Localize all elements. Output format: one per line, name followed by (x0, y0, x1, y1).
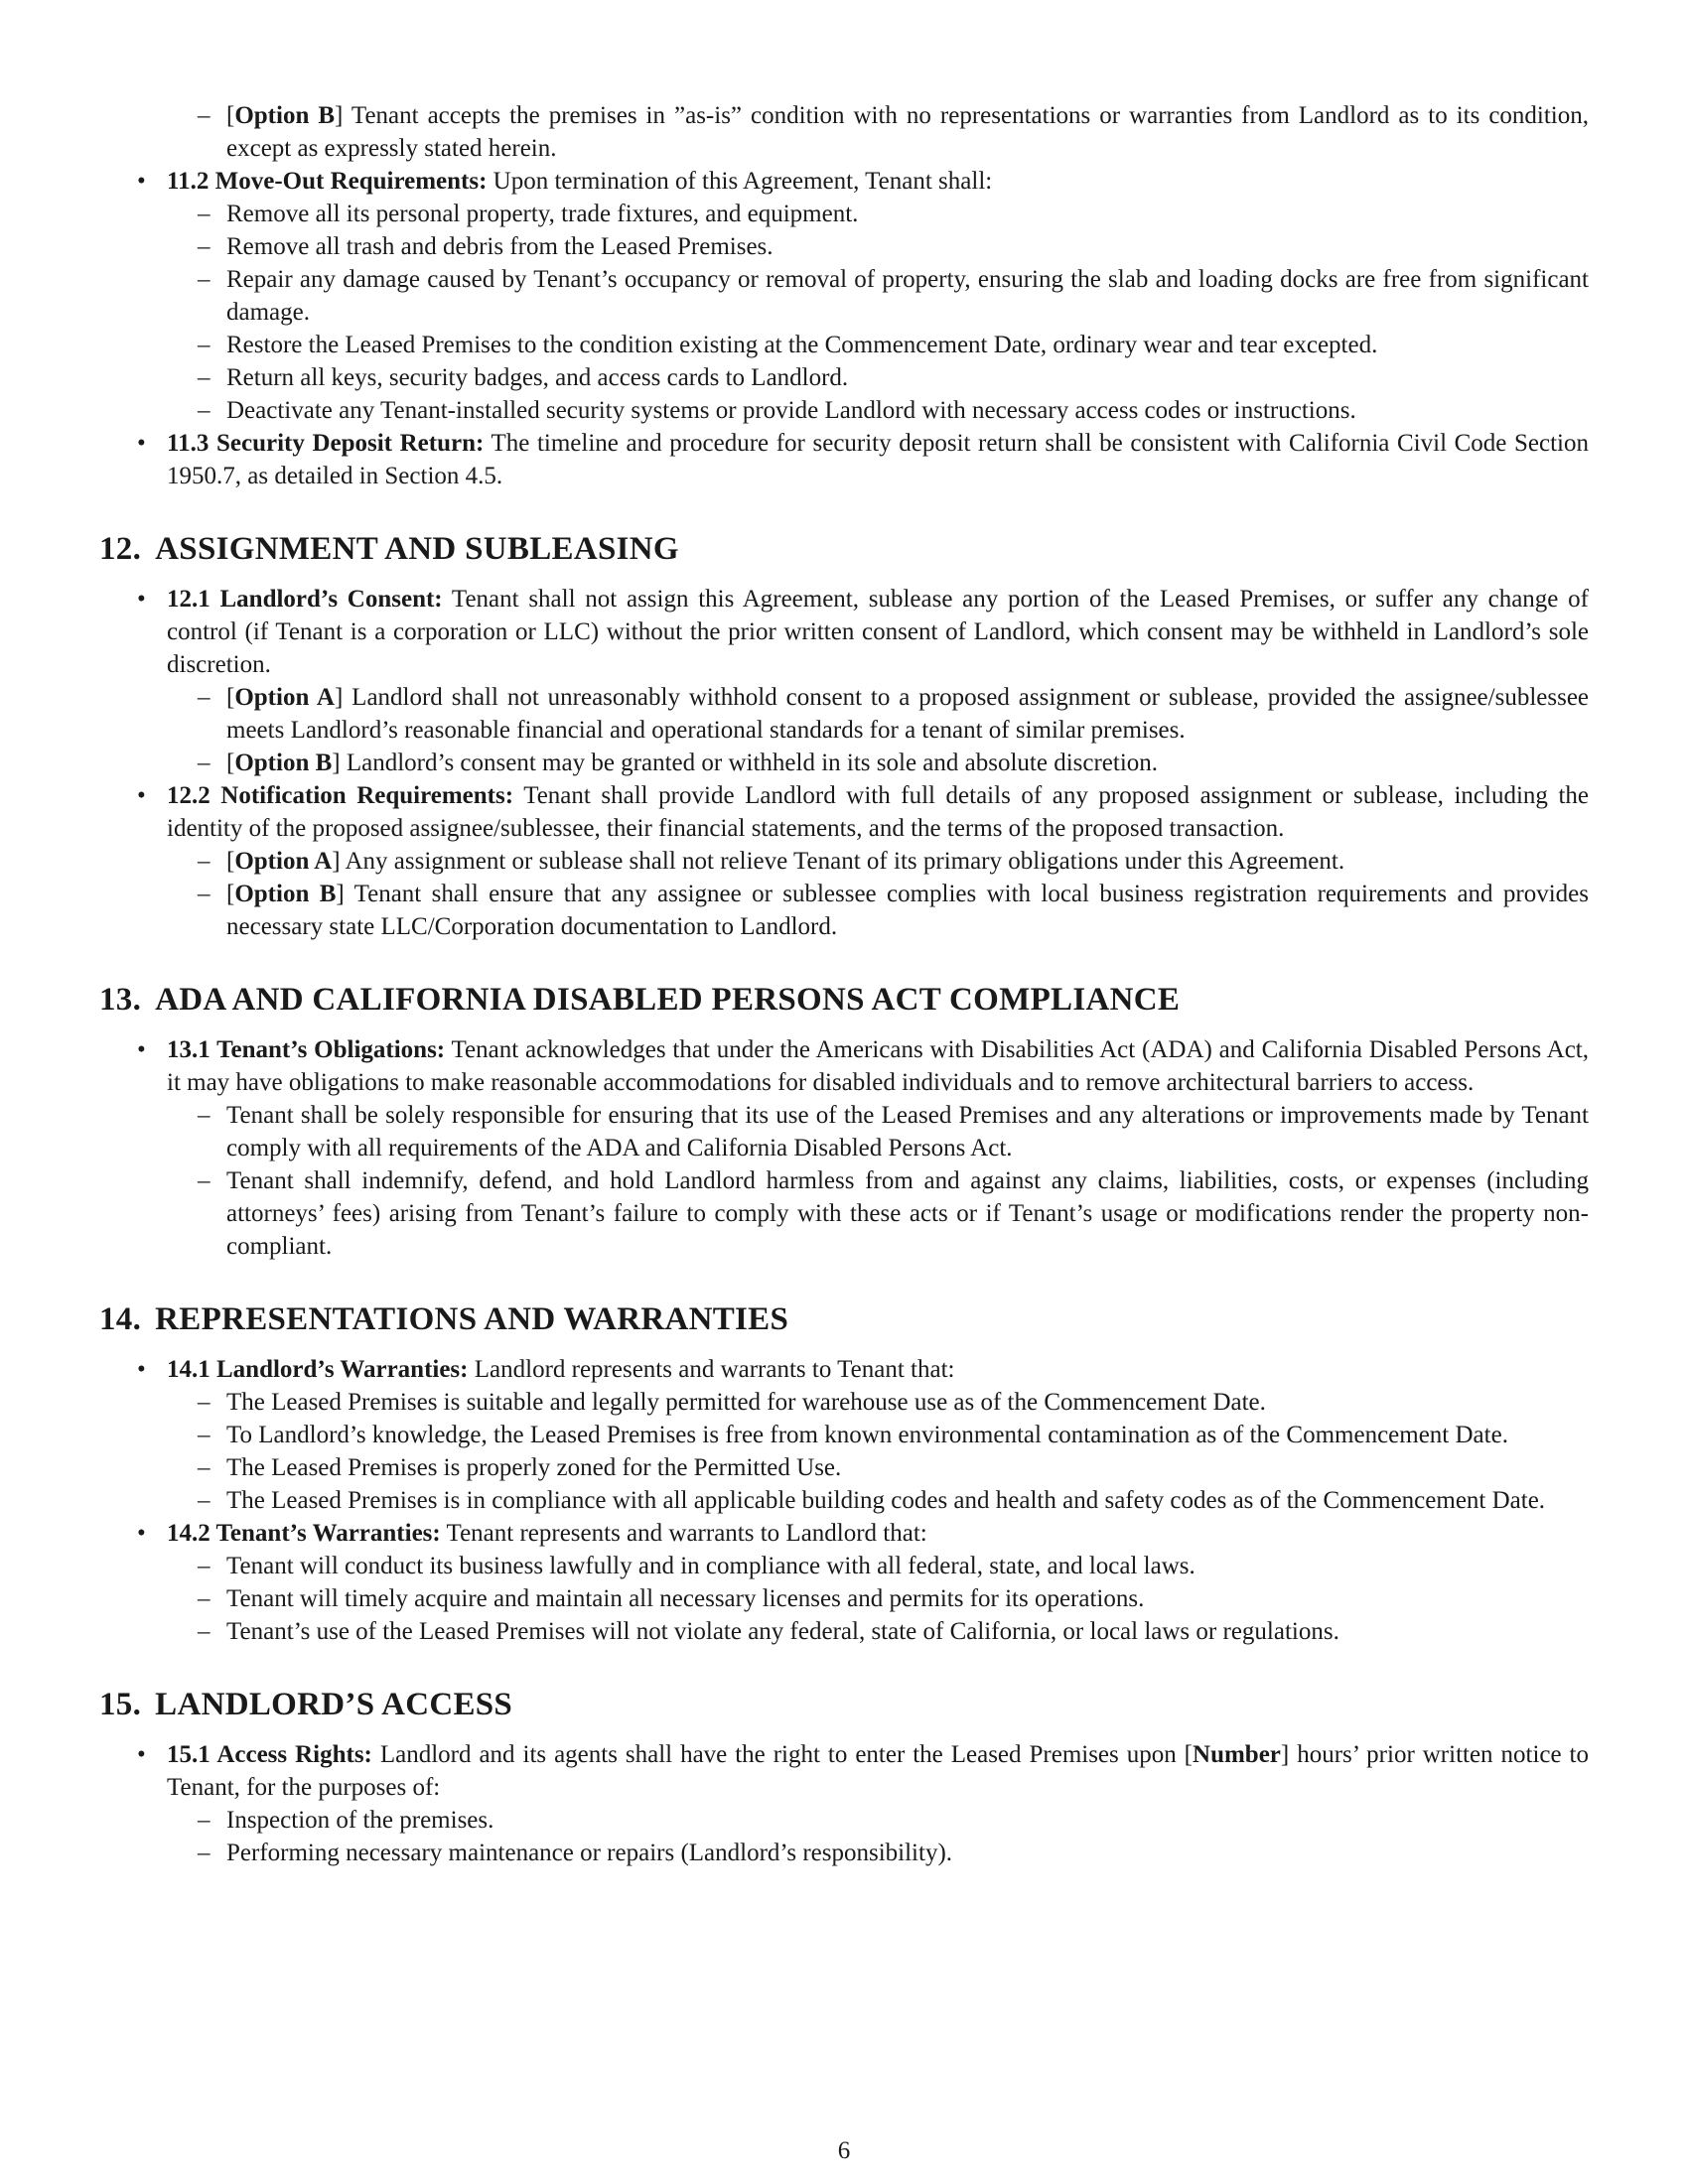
sub-item: – To Landlord’s knowledge, the Leased Premises is free from known environmental contamination as of the Commencement Date. (226, 1419, 1589, 1451)
sub-item: – Repair any damage caused by Tenant’s occupancy or removal of property, ensuring the slab and loading docks are free from significant damage. (226, 263, 1589, 329)
document-body (99, 99, 1589, 1869)
clause-label: 14.1 Landlord’s Warranties: (167, 1356, 469, 1383)
sub-item: – Restore the Leased Premises to the condition existing at the Commencement Date, ordinary wear and tear excepted. (226, 329, 1589, 361)
sub-item: – The Leased Premises is in compliance with all applicable building codes and health and safety codes as of the Commencement Date. (226, 1484, 1589, 1517)
sub-item: – Performing necessary maintenance or repairs (Landlord’s responsibility). (226, 1837, 1589, 1869)
clause-label: 12.2 Notification Requirements: (167, 782, 514, 809)
clause-label: 15.1 Access Rights: (167, 1741, 372, 1768)
sub-item: – Inspection of the premises. (226, 1804, 1589, 1837)
option-item: – [Option B] Landlord’s consent may be granted or withheld in its sole and absolute discretion. (226, 747, 1589, 779)
placeholder-number: Number (1193, 1741, 1281, 1768)
clause-label: 11.3 Security Deposit Return: (167, 430, 485, 457)
option-item: – [Option B] Tenant shall ensure that any assignee or sublessee complies with local business registration requirements and provides necessary state LLC/Corporation documentation to Landlord. (226, 878, 1589, 943)
clause-12-1: • 12.1 Landlord’s Consent: Tenant shall not assign this Agreement, sublease any portion of the Leased Premises, or suffer any change of control (if Tenant is a corporation or LLC) without the prior written consent of Landlord, which consent may be withheld in Landlord’s sole discretion. (167, 583, 1589, 681)
clause-15-1: • 15.1 Access Rights: Landlord and its agents shall have the right to enter the Leased Premises upon [Number] hours’ prior written notice to Tenant, for the purposes of: (167, 1738, 1589, 1804)
sub-item: – Return all keys, security badges, and access cards to Landlord. (226, 361, 1589, 394)
clause-12-2: • 12.2 Notification Requirements: Tenant shall provide Landlord with full details of any proposed assignment or sublease, including the identity of the proposed assignee/sublessee, their financial statements, and the terms of the proposed transaction. (167, 779, 1589, 845)
section-heading-14: 14. REPRESENTATIONS AND WARRANTIES (99, 1301, 789, 1337)
clause-11-1-option-b: – [Option B] Tenant accepts the premises in ”as-is” condition with no representations or warranties from Landlord as to its condition, except as expressly stated herein. (226, 99, 1589, 165)
option-item: – [Option A] Any assignment or sublease shall not relieve Tenant of its primary obligations under this Agreement. (226, 845, 1589, 878)
sub-item: – Tenant’s use of the Leased Premises will not violate any federal, state of California, or local laws or regulations. (226, 1615, 1589, 1648)
clause-14-2: • 14.2 Tenant’s Warranties: Tenant represents and warrants to Landlord that: (167, 1517, 1589, 1550)
clause-label: 13.1 Tenant’s Obligations: (167, 1036, 446, 1063)
section-heading-13: 13. ADA AND CALIFORNIA DISABLED PERSONS ACT COMPLIANCE (99, 982, 1181, 1018)
sub-item: – Tenant shall indemnify, defend, and hold Landlord harmless from and against any claims, liabilities, costs, or expenses (including attorneys’ fees) arising from Tenant’s failure to comply with these acts or if Tenant’s usage or modifications render the property non-compliant. (226, 1164, 1589, 1263)
clause-label: 12.1 Landlord’s Consent: (167, 586, 443, 613)
sub-item: – Tenant will timely acquire and maintain all necessary licenses and permits for its operations. (226, 1582, 1589, 1615)
clause-14-1: • 14.1 Landlord’s Warranties: Landlord represents and warrants to Tenant that: (167, 1353, 1589, 1386)
clause-13-1: • 13.1 Tenant’s Obligations: Tenant acknowledges that under the Americans with Disabilities Act (ADA) and California Disabled Persons Act, it may have obligations to make reasonable accommodations for disabled individuals and to remove architectural barriers to access. (167, 1033, 1589, 1099)
clause-label: 14.2 Tenant’s Warranties: (167, 1520, 441, 1547)
sub-item: – Remove all its personal property, trade fixtures, and equipment. (226, 198, 1589, 230)
sub-item: – Tenant shall be solely responsible for ensuring that its use of the Leased Premises and any alterations or improvements made by Tenant comply with all requirements of the ADA and California Disabled Persons Act. (226, 1099, 1589, 1164)
sub-item: – Remove all trash and debris from the Leased Premises. (226, 230, 1589, 263)
option-item: – [Option A] Landlord shall not unreasonably withhold consent to a proposed assignment or sublease, provided the assignee/sublessee meets Landlord’s reasonable financial and operational standards for a tenant of similar premises. (226, 681, 1589, 747)
page-number: 6 (837, 2137, 851, 2164)
sub-item: – Deactivate any Tenant-installed security systems or provide Landlord with necessary access codes or instructions. (226, 394, 1589, 427)
section-heading-15: 15. LANDLORD’S ACCESS (99, 1687, 513, 1722)
sub-item: – The Leased Premises is suitable and legally permitted for warehouse use as of the Commencement Date. (226, 1386, 1589, 1419)
clause-11-3: • 11.3 Security Deposit Return: The timeline and procedure for security deposit return shall be consistent with California Civil Code Section 1950.7, as detailed in Section 4.5. (167, 427, 1589, 492)
section-heading-12: 12. ASSIGNMENT AND SUBLEASING (99, 531, 679, 567)
clause-11-2: • 11.2 Move-Out Requirements: Upon termination of this Agreement, Tenant shall: (167, 165, 1589, 198)
clause-label: 11.2 Move-Out Requirements: (167, 168, 488, 195)
sub-item: – Tenant will conduct its business lawfully and in compliance with all federal, state, and local laws. (226, 1550, 1589, 1582)
sub-item: – The Leased Premises is properly zoned for the Permitted Use. (226, 1451, 1589, 1484)
